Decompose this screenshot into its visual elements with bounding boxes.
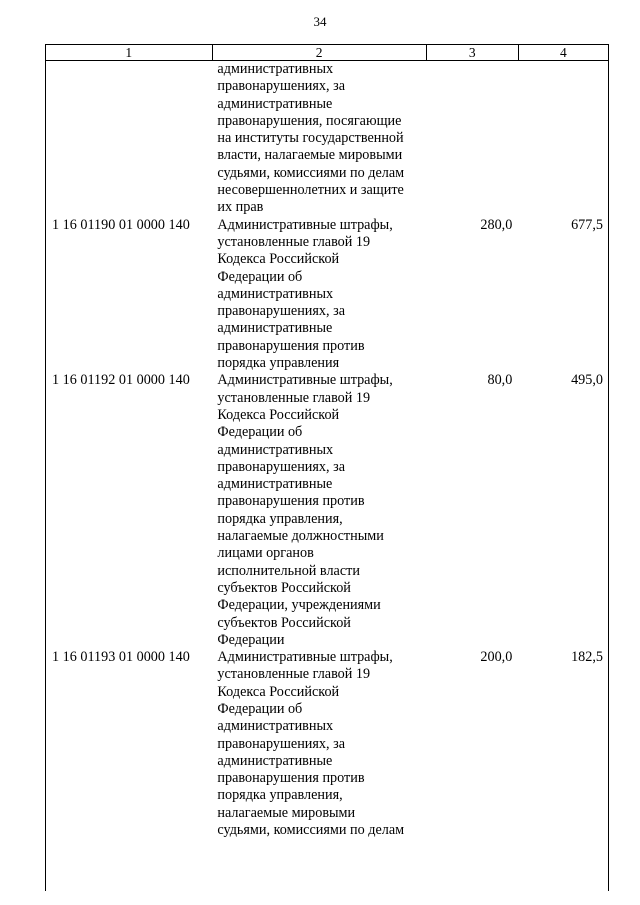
table-header-row <box>45 44 609 61</box>
row-value-col3: 280,0 <box>480 216 513 233</box>
row-value-col4: 677,5 <box>571 216 603 233</box>
row-value-col4: 495,0 <box>571 372 603 389</box>
row-code: 1 16 01193 01 0000 140 <box>52 649 190 666</box>
row-description: Административные штрафы, установленные главой 19 Кодекса Российской Федерации об административных правонарушениях, за административные правонарушения против порядка управления, налагаемые должностными лицами органов исполнительной власти субъектов Российской Федерации, учреждениями субъектов Российской Федерации <box>217 372 393 648</box>
row-value-col3: 80,0 <box>487 372 513 389</box>
row-description: Административные штрафы, установленные главой 19 Кодекса Российской Федерации об административных правонарушениях, за административные правонарушения против порядка управления, налагаемые мировыми судьями, комиссиями по делам <box>217 649 405 839</box>
table-row <box>46 217 608 373</box>
table-row <box>46 649 608 839</box>
row-value-col3: 200,0 <box>480 649 513 666</box>
budget-table <box>45 44 609 891</box>
column-header-3: 3 <box>427 45 519 60</box>
row-code: 1 16 01192 01 0000 140 <box>52 372 190 389</box>
row-description: Административные штрафы, установленные главой 19 Кодекса Российской Федерации об административных правонарушениях, за административные правонарушения против порядка управления <box>217 216 393 372</box>
table-row-continued <box>46 61 608 217</box>
column-header-2: 2 <box>213 45 427 60</box>
row-code: 1 16 01190 01 0000 140 <box>52 216 190 233</box>
continued-description: административных правонарушениях, за административные правонарушения, посягающие на институты государственной власти, налагаемые мировыми судьями, комиссиями по делам несовершеннолетних и защите их прав <box>217 61 405 216</box>
table-body <box>45 61 609 891</box>
table-row <box>46 372 608 649</box>
row-value-col4: 182,5 <box>571 649 603 666</box>
page-number: 34 <box>313 14 327 29</box>
column-header-4: 4 <box>560 45 567 60</box>
column-header-1: 1 <box>46 45 213 60</box>
